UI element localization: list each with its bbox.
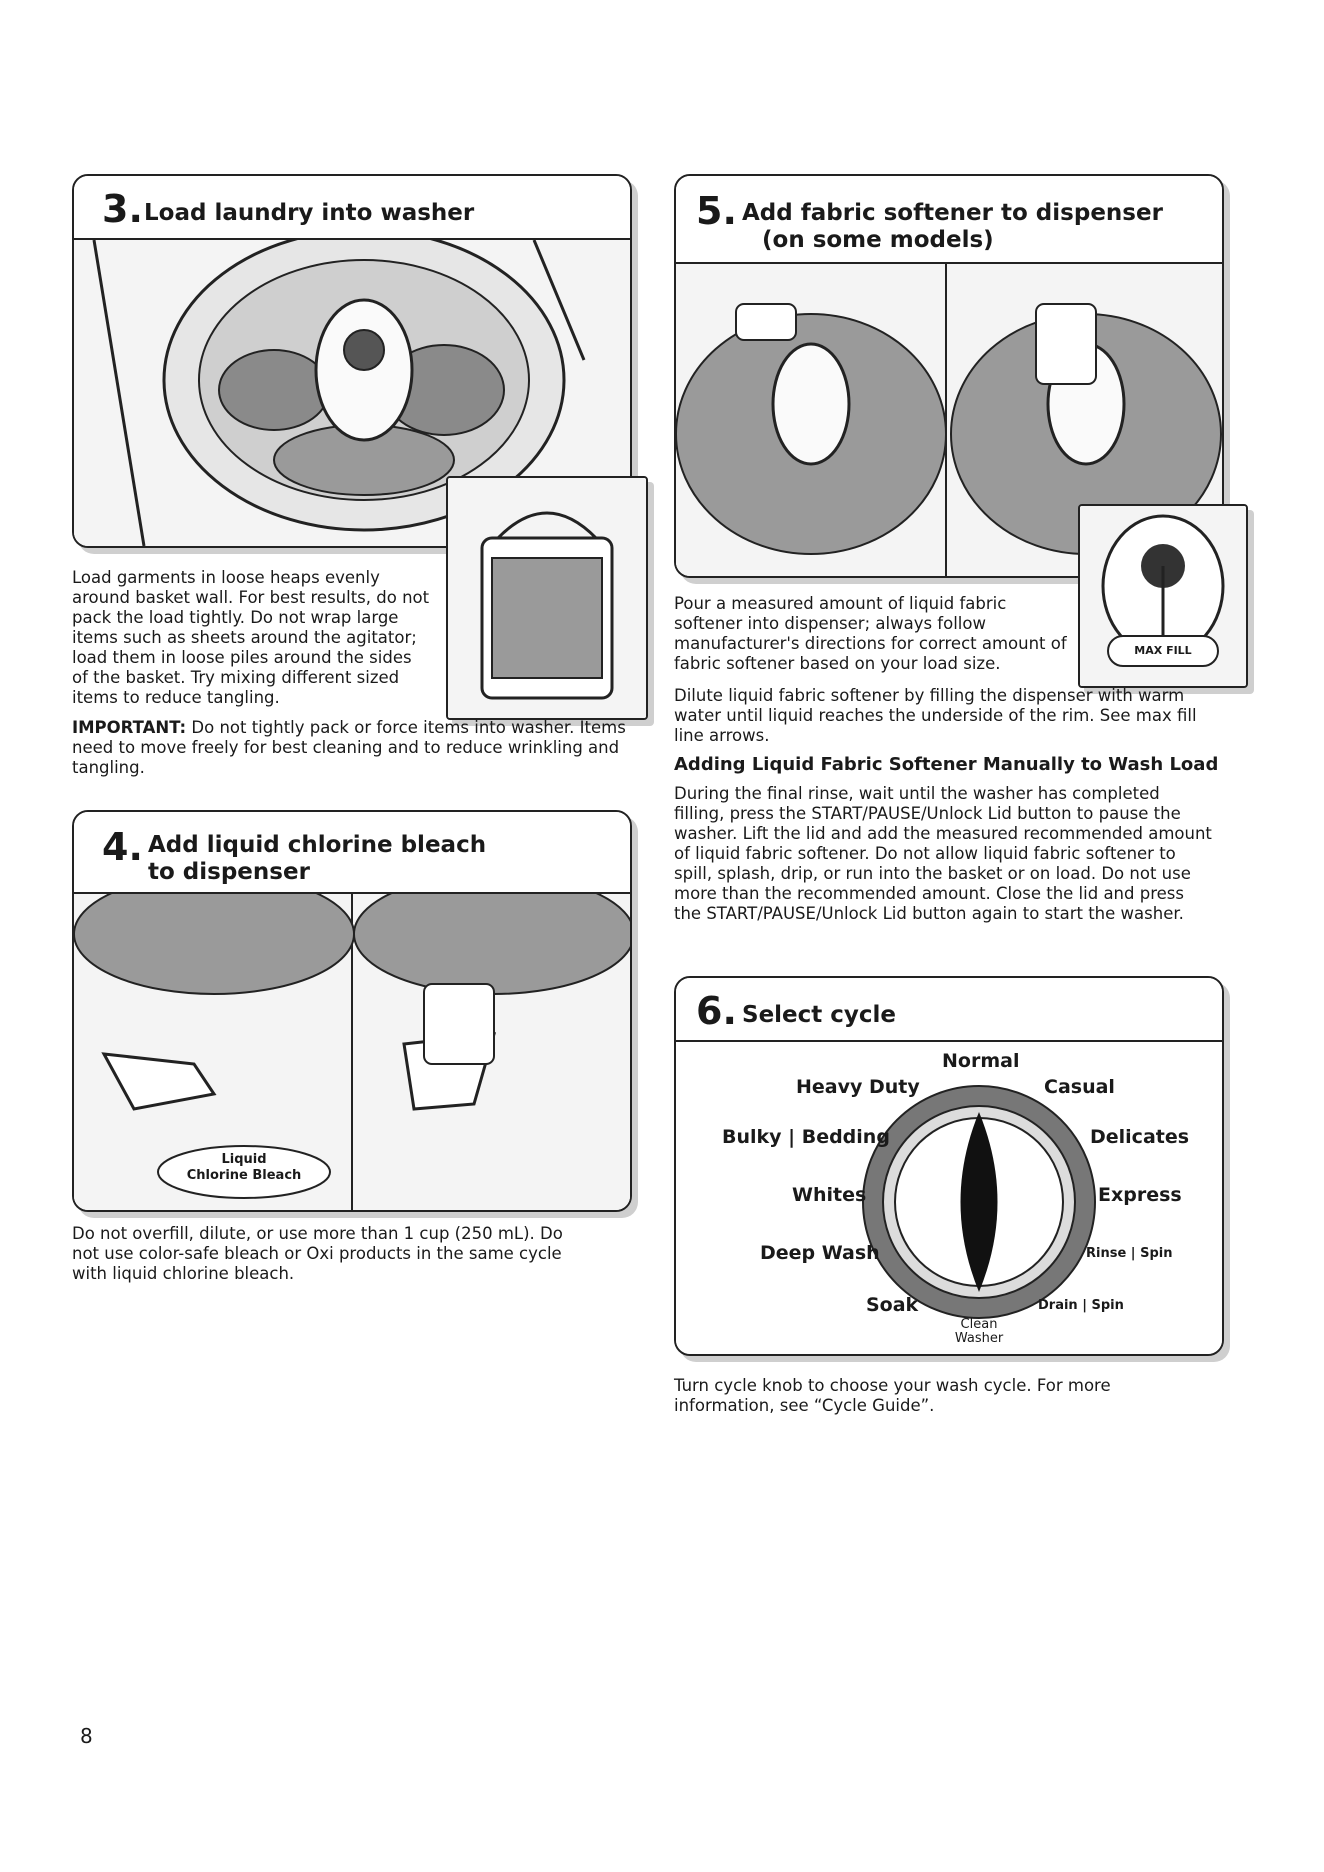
step5-number: 5. [696,189,737,233]
step3-number: 3. [102,187,143,231]
step5-body1: Pour a measured amount of liquid fabric softener into dispenser; always follow manufacturer's directions for correct amount of fabric softener based on your load size. [674,594,1067,673]
step6-body: Turn cycle knob to choose your wash cycle. For more information, see “Cycle Guide”. [674,1376,1111,1415]
cycle-clean-washer-line1: Clean [960,1317,998,1332]
step3-header [74,176,630,240]
step4-header [74,812,630,894]
step5-title-line1: Add fabric softener to dispenser [742,200,1163,226]
step3-title: Load laundry into washer [144,200,475,226]
step4-title-line2: to dispenser [148,859,310,885]
step5-subheading: Adding Liquid Fabric Softener Manually to Wash Load [674,754,1219,775]
step5-body2: Dilute liquid fabric softener by filling the dispenser with warm water until liquid reaches the underside of the rim. See max fill line arrows. [674,686,1197,745]
cycle-clean-washer [946,1318,1012,1346]
step6-panel [674,976,1224,1356]
cycle-deep-wash: Deep Wash [760,1242,880,1264]
cycle-heavy-duty: Heavy Duty [796,1076,920,1098]
cycle-clean-washer-line2: Washer [954,1331,1004,1346]
step6-title: Select cycle [742,1002,897,1028]
step5-header [676,176,1222,264]
step6-number: 6. [696,989,737,1033]
cycle-whites: Whites [792,1184,867,1206]
bleach-callout [174,1152,314,1184]
page-number: 8 [80,1724,93,1748]
step6-header [676,978,1222,1042]
step4-number: 4. [102,825,143,869]
cycle-bulky-bedding: Bulky | Bedding [722,1126,890,1148]
bleach-callout-line1: Liquid [221,1152,267,1167]
max-fill-inset-illustration [1078,504,1248,688]
step3-body: Load garments in loose heaps evenly around basket wall. For best results, do not pack the load tightly. Do not wrap large items such as sheets around the agitator; load them in loose piles around the sides of the basket. Try mixing different sized items to reduce tangling. [72,568,430,707]
step4-title-line1: Add liquid chlorine bleach [148,832,487,858]
step5-body3: During the final rinse, wait until the washer has completed filling, press the START/PAUSE/Unlock Lid button to pause the washer. Lift the lid and add the measured recommended amount of liquid fabric softener. Do not allow liquid fabric softener to spill, splash, drip, or run into the basket or on load. Do not use more than the recommended amount. Close the lid and press the START/PAUSE/Unlock Lid button again to start the washer. [674,784,1212,923]
cycle-drain-spin: Drain | Spin [1038,1298,1124,1313]
basket-inset-illustration [446,476,648,720]
step3-important-text: Do not tightly pack or force items into washer. Items need to move freely for best cleaning and to reduce wrinkling and tangling. [72,718,626,777]
cycle-express: Express [1098,1184,1182,1206]
cycle-delicates: Delicates [1090,1126,1190,1148]
step5-title-line2: (on some models) [762,227,994,253]
step4-panel [72,810,632,1212]
cycle-casual: Casual [1044,1076,1115,1098]
cycle-soak: Soak [866,1294,919,1316]
step4-body: Do not overfill, dilute, or use more than 1 cup (250 mL). Do not use color-safe bleach or Oxi products in the same cycle with liquid chlorine bleach. [72,1224,563,1283]
bleach-dispenser-illustration [74,894,630,1210]
step3-important [72,718,628,778]
cycle-rinse-spin: Rinse | Spin [1086,1246,1173,1261]
bleach-callout-line2: Chlorine Bleach [186,1168,302,1183]
max-fill-label: MAX FILL [1134,644,1192,657]
step3-important-label: IMPORTANT: [72,718,187,737]
cycle-dial[interactable] [676,1042,1222,1354]
cycle-normal: Normal [942,1050,1020,1072]
